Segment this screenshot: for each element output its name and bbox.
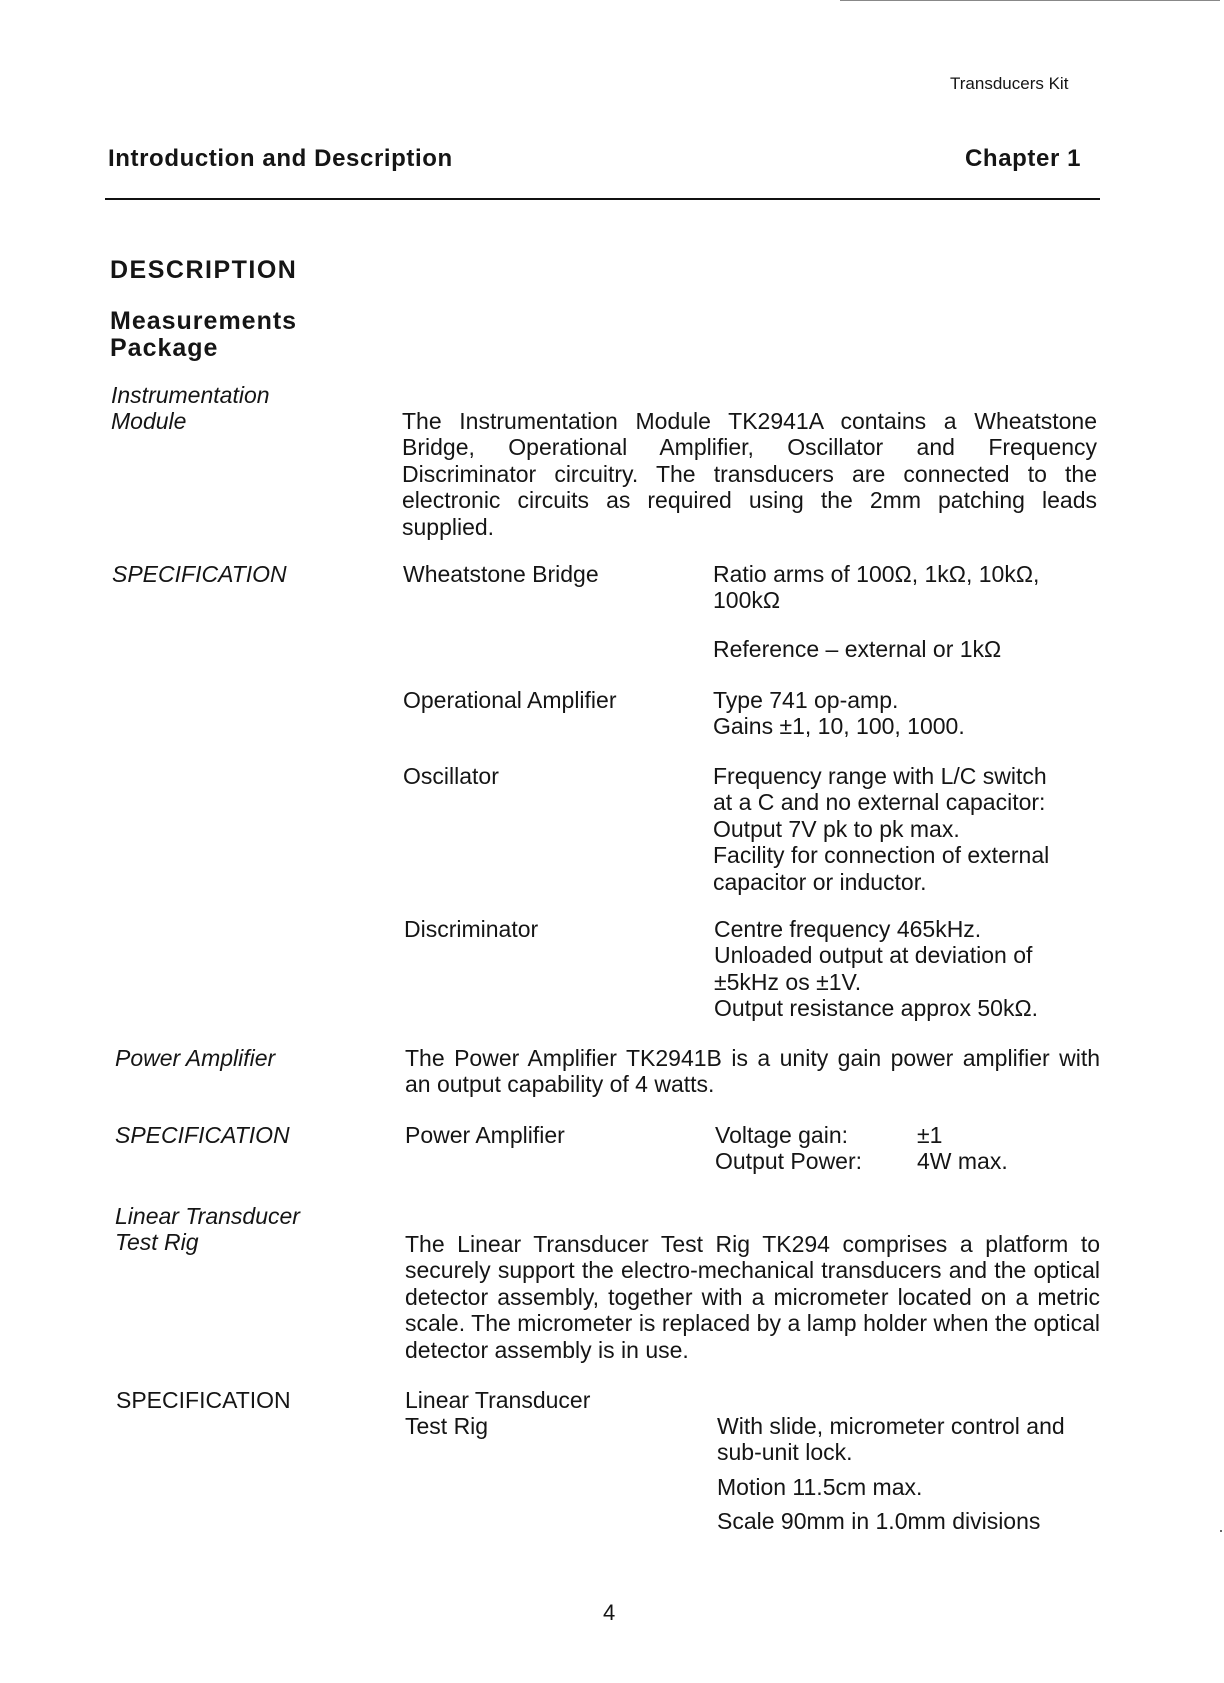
spec-line: Type 741 op-amp. [713, 687, 899, 713]
spec-line: capacitor or inductor. [713, 868, 927, 895]
spec-line: Frequency range with L/C switch [713, 763, 1047, 789]
power-amp-description: The Power Amplifier TK2941B is a unity gain power amplifier with an output capability of 4 watts. [405, 1045, 1100, 1098]
side-line: Instrumentation [111, 382, 270, 408]
spec-item-value [713, 687, 965, 740]
spec-line: With slide, micrometer control and [717, 1413, 1065, 1439]
running-header: Transducers Kit [950, 74, 1069, 93]
spec-item-label: Operational Amplifier [403, 687, 617, 713]
chapter-title: Introduction and Description [108, 145, 453, 172]
linear-rig-description: The Linear Transducer Test Rig TK294 comprises a platform to securely support the electro-mechanical transducers and the optical detector assembly, together with a micrometer located on a metric scale. The micrometer is replaced by a lamp holder when the optical detector assembly is in use. [405, 1231, 1100, 1363]
spec-label: SPECIFICATION [112, 561, 287, 587]
spec-item-label: Power Amplifier [405, 1122, 565, 1148]
spec-line: Output 7V pk to pk max. [713, 815, 960, 842]
header-rule [105, 198, 1100, 200]
power-amp-side-label: Power Amplifier [115, 1045, 276, 1071]
side-line: Linear Transducer [115, 1203, 300, 1229]
spec-item-value [713, 763, 1049, 895]
spec-item-value: Scale 90mm in 1.0mm divisions [717, 1508, 1041, 1534]
spec-row-value: 4W max. [917, 1148, 1008, 1174]
side-line: Test Rig [115, 1229, 199, 1256]
spec-item-value: Motion 11.5cm max. [717, 1474, 923, 1500]
spec-row-value: ±1 [917, 1122, 943, 1148]
side-line: Module [111, 408, 187, 435]
instrumentation-side-label [111, 382, 270, 435]
spec-line: Output resistance approx 50kΩ. [714, 995, 1039, 1022]
spec-item-label: Discriminator [404, 916, 539, 942]
spec-line: Centre frequency 465kHz. [714, 916, 982, 942]
page-number: 4 [603, 1600, 616, 1625]
spec-row-key: Output Power: [715, 1148, 863, 1174]
chapter-label: Chapter 1 [965, 145, 1082, 172]
scan-edge-line [840, 0, 1220, 1]
spec-label: SPECIFICATION [116, 1387, 291, 1413]
spec-line: Gains ±1, 10, 100, 1000. [713, 713, 965, 740]
section-title: DESCRIPTION [110, 256, 298, 284]
spec-item-value [714, 916, 1038, 1022]
spec-line: Unloaded output at deviation of [714, 942, 1033, 969]
spec-line: Ratio arms of 100Ω, 1kΩ, 10kΩ, [713, 561, 1040, 587]
subsection-title [110, 308, 297, 362]
spec-item-value [717, 1413, 1065, 1466]
spec-item-value [713, 561, 1103, 614]
scan-speck [1220, 1530, 1222, 1532]
spec-item-value: Reference – external or 1kΩ [713, 636, 1002, 662]
subsection-line: Measurements [110, 307, 298, 335]
spec-line: Facility for connection of external [713, 842, 1050, 869]
spec-line: Linear Transducer [405, 1387, 591, 1413]
spec-line: at a C and no external capacitor: [713, 789, 1046, 816]
linear-rig-side-label [115, 1203, 300, 1256]
spec-line: Test Rig [405, 1413, 489, 1440]
spec-line: sub-unit lock. [717, 1439, 853, 1466]
spec-item-label: Oscillator [403, 763, 499, 789]
spec-line: ±5kHz os ±1V. [714, 968, 862, 995]
instrumentation-description: The Instrumentation Module TK2941A contains a Wheatstone Bridge, Operational Amplifier, Oscillator and Frequency Discriminator circuitry. The transducers are connected to the electronic circuits as required using the 2mm patching leads supplied. [402, 408, 1097, 540]
spec-label: SPECIFICATION [115, 1122, 290, 1148]
spec-item-label [405, 1387, 590, 1440]
spec-item-label: Wheatstone Bridge [403, 561, 599, 587]
spec-line: 100kΩ [713, 587, 781, 614]
spec-row-key: Voltage gain: [715, 1122, 849, 1148]
subsection-line: Package [110, 334, 219, 362]
